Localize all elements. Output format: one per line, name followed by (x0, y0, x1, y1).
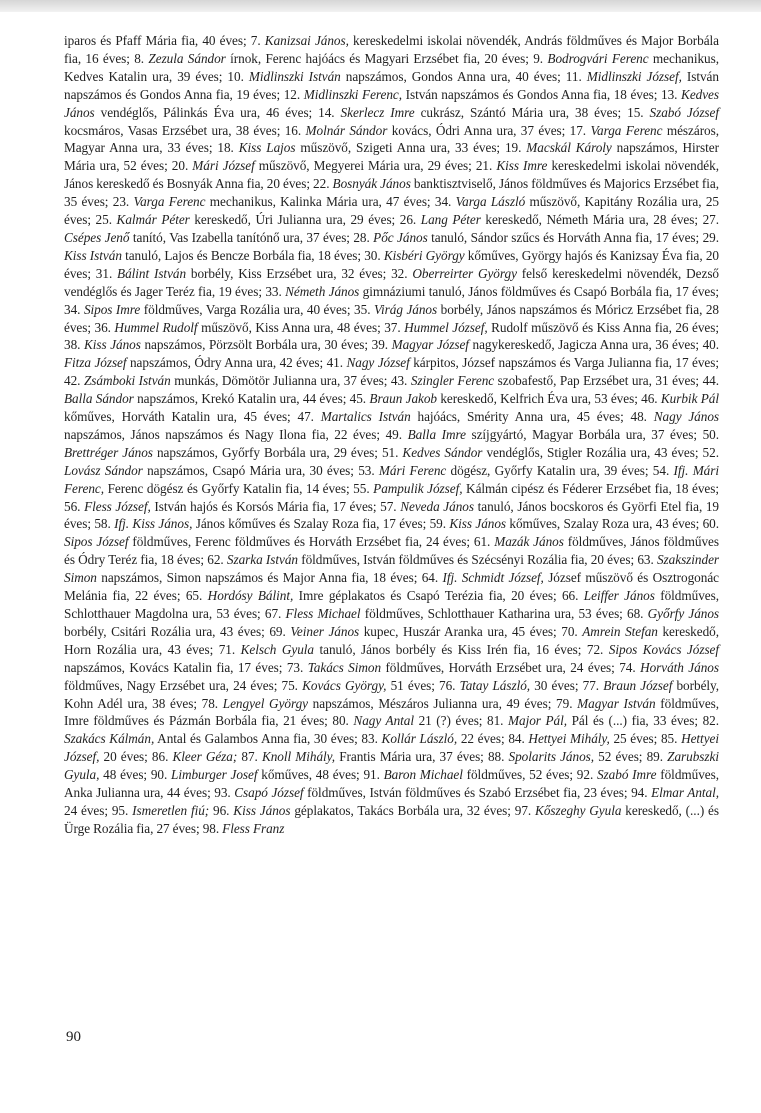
person-name: Braun Jakob (369, 391, 437, 407)
entry-text: tanuló, Lajos és Bencze Borbála fia, 18 éves; 30. (121, 247, 384, 263)
entry-text: 21 (?) éves; 81. (413, 713, 509, 729)
entry-text: napszámos, Krekó Katalin ura, 44 éves; 45. (133, 391, 370, 407)
person-name: Fless Franz (222, 820, 285, 836)
entry-text: borbély, Kohn Adél ura, 38 éves; 78. (64, 677, 720, 711)
person-name: Szakács Kálmán, (64, 731, 155, 747)
person-name: Kiss János (84, 337, 141, 353)
entry-text: napszámos, Gondos Anna ura, 40 éves; 11. (340, 68, 587, 84)
entry-text: mechanikus, Kalinka Mária ura, 47 éves; 34. (205, 194, 456, 210)
person-name: Balla Sándor (64, 391, 134, 407)
entry-text: József műszövő és Osztrogonác Melánia fia, 22 éves; 65. (64, 570, 719, 604)
entry-text: Pál és (...) fia, 33 éves; 82. (567, 713, 719, 729)
person-name: Kiss Imre (496, 158, 548, 174)
entry-text: géplakatos, Takács Borbála ura, 32 éves; 97. (290, 802, 536, 818)
person-name: Kisbéri György (383, 247, 465, 263)
entry-text: tanuló, Sándor szűcs és Horváth Anna fia, 17 éves; 29. (427, 229, 719, 245)
person-name: Tatay László, (459, 677, 531, 693)
entry-text: kőműves, György hajós és Kanizsay Éva fia, 20 éves; 31. (64, 247, 719, 281)
entry-text: István napszámos és Gondos Anna fia, 18 éves; 13. (402, 86, 682, 102)
entry-text: kőműves, Szalay Roza ura, 43 éves; 60. (506, 516, 720, 532)
person-name: Kollár László, (381, 731, 458, 747)
entry-text: dögész, Győrfy Katalin ura, 39 éves; 54. (446, 462, 674, 478)
entry-text: kupec, Huszár Aranka ura, 45 éves; 70. (359, 623, 583, 639)
person-name: Takács Simon (307, 659, 382, 675)
entry-text: János kőműves és Szalay Roza fia, 17 éves; 59. (192, 516, 450, 532)
entry-text: kárpitos, József napszámos és Varga Julianna fia, 17 éves; 42. (64, 355, 719, 389)
document-page (64, 32, 719, 838)
entry-text: munkás, Dömötör Julianna ura, 37 éves; 43. (170, 373, 411, 389)
entry-text: iparos és Pfaff Mária fia, 40 éves; 7. (64, 33, 265, 48)
entry-text: vendéglős, Pálinkás Éva ura, 46 éves; 14. (94, 104, 341, 120)
entry-text: Imre géplakatos és Csapó Terézia fia, 20 éves; 66. (293, 588, 584, 604)
entry-text: nagykereskedő, Jagicza Anna ura, 36 éves; 40. (468, 337, 719, 353)
page-number: 90 (66, 1029, 81, 1045)
person-name: Bodrogvári Ferenc (547, 50, 649, 66)
person-name: Nagy János (653, 409, 720, 425)
entry-text: földműves, Nagy Erzsébet ura, 24 éves; 75. (64, 677, 303, 693)
person-name: Kalmár Péter (116, 212, 190, 228)
scan-top-edge (0, 0, 761, 12)
person-name: Lengyel György (222, 695, 308, 711)
person-name: Lang Péter (420, 212, 481, 228)
entry-text: kocsmáros, Vasas Erzsébet ura, 38 éves; 16. (64, 122, 306, 138)
person-name: Ifj. Mári Ferenc, (64, 462, 719, 496)
person-name: Elmar Antal, (651, 785, 720, 801)
person-name: Zsámboki István (83, 373, 171, 389)
entry-text: 22 éves; 84. (457, 731, 529, 747)
person-name: Midlinszki István (248, 68, 341, 84)
person-name: Kurbik Pál (660, 391, 719, 407)
person-name: Fitza József (64, 355, 127, 371)
person-name: Sipos József (64, 534, 129, 550)
entry-text: Frantis Mária ura, 37 éves; 88. (335, 749, 509, 765)
person-name: Győrfy János (647, 606, 720, 621)
person-name: Balla Imre (407, 426, 466, 442)
person-name: Virág János (373, 301, 438, 317)
entry-text: szíjgyártó, Magyar Borbála ura, 37 éves; 50. (465, 426, 719, 442)
person-name: Nagy Antal (353, 713, 414, 729)
entry-text: földműves, Ferenc földműves és Horváth Erzsébet fia, 24 éves; 61. (128, 534, 495, 550)
entry-text: Ferenc dögész és Győrfy Katalin fia, 14 éves; 55. (104, 480, 374, 496)
entry-text: szobafestő, Pap Erzsébet ura, 31 éves; 44. (494, 373, 719, 389)
person-name: Hummel Rudolf (114, 319, 198, 335)
entry-text: földműves, Horváth Erzsébet ura, 24 éves; 74. (381, 659, 641, 675)
entry-text: 24 éves; 95. (64, 802, 133, 818)
entry-text: tanuló, János bocskoros és Györfi Etel fia, 19 éves; 58. (64, 498, 720, 532)
entry-text: kereskedő, Kelfrich Éva ura, 53 éves; 46. (437, 391, 661, 407)
entry-text: gimnáziumi tanuló, János földműves és Csapó Borbála fia, 17 éves; 34. (64, 283, 719, 317)
entry-text: napszámos, Mészáros Julianna ura, 49 éves; 79. (308, 695, 578, 711)
entry-text: napszámos, Kovács Katalin fia, 17 éves; 73. (64, 659, 308, 675)
person-name: Varga Ferenc (133, 194, 206, 210)
person-name: Oberreirter György (412, 265, 517, 281)
entry-text: István hajós és Korsós Mária fia, 17 éves; 57. (150, 498, 401, 514)
person-name: Csépes Jenő (64, 229, 130, 245)
entry-text: földműves, Anka Julianna ura, 44 éves; 93. (64, 767, 719, 801)
person-name: Kedves János (64, 86, 719, 120)
person-name: Fless József, (84, 498, 151, 514)
person-name: Baron Michael (383, 767, 463, 783)
person-name: Sipos Kovács József (608, 641, 720, 657)
entry-text: mészáros, Magyar Anna ura, 33 éves; 18. (64, 122, 719, 156)
entry-text: földműves, Varga Rozália ura, 40 éves; 35. (140, 301, 374, 317)
entry-text: kereskedő, Németh Mária ura, 28 éves; 27. (480, 212, 719, 228)
entry-text: napszámos, Győrfy Borbála ura, 29 éves; 51. (152, 444, 403, 460)
person-name: Horváth János (640, 659, 719, 675)
person-name: Midlinszki József, (586, 68, 682, 84)
person-name: Sipos Imre (83, 301, 141, 317)
person-name: Szabó Imre (596, 767, 657, 783)
person-name: Szabó József (649, 104, 719, 120)
person-name: Hettyei József, (64, 731, 719, 765)
entry-text: 20 éves; 86. (99, 749, 173, 765)
person-name: Magyar József (391, 337, 469, 353)
entry-text: 25 éves; 85. (609, 731, 682, 747)
person-name: Midlinszki Ferenc, (303, 86, 403, 102)
person-name: Veiner János (290, 623, 360, 639)
entry-text: borbély, Csitári Rozália ura, 43 éves; 69. (64, 623, 291, 639)
person-name: Amrein Stefan (582, 623, 658, 639)
person-name: Kiss János (233, 802, 291, 818)
entry-text: napszámos, Simon napszámos és Major Anna fia, 18 éves; 64. (96, 570, 443, 586)
person-name: Kőszeghy Gyula (535, 802, 622, 818)
person-name: Magyar István (577, 695, 656, 711)
person-name: Hordósy Bálint, (207, 588, 294, 604)
entry-text: 52 éves; 89. (594, 749, 668, 765)
entry-text: hajóács, Smérity Anna ura, 45 éves; 48. (410, 409, 654, 425)
person-name: Varga Ferenc (590, 122, 663, 138)
entry-text: 30 éves; 77. (530, 677, 604, 693)
entry-text: 51 éves; 76. (386, 677, 460, 693)
person-name: Csapó József (234, 785, 304, 801)
entry-text: földműves, István földműves és Szécsényi Rozália fia, 20 éves; 63. (297, 552, 657, 568)
entry-text: kőműves, 48 éves; 91. (257, 767, 384, 783)
entry-text: tanító, Vas Izabella tanítónő ura, 37 éves; 28. (129, 229, 374, 245)
entry-text: műszövő, Kapitány Rozália ura, 25 éves; 25. (64, 194, 719, 228)
person-name: Kelsch Gyula (240, 641, 315, 657)
entry-text: vendéglős, Stigler Rozália ura, 43 éves; 52. (482, 444, 719, 460)
person-name: Hummel József, (404, 319, 488, 335)
person-name: Kiss János (449, 516, 507, 532)
person-name: Fless Michael (285, 606, 361, 621)
entry-text: műszövő, Megyerei Mária ura, 29 éves; 21. (254, 158, 497, 174)
entry-text: műszövő, Szigeti Anna ura, 33 éves; 19. (295, 140, 527, 156)
person-name: Martalics István (320, 409, 411, 425)
person-name: Kleer Géza; (172, 749, 238, 765)
entry-text: kovács, Ódri Anna ura, 37 éves; 17. (387, 122, 591, 138)
entry-text: felső kereskedelmi növendék, Dezső vendéglős és Jager Teréz fia, 19 éves; 33. (64, 265, 719, 299)
entry-text: borbély, Kiss Erzsébet ura, 32 éves; 32. (186, 265, 413, 281)
entry-text: István napszámos és Gondos Anna fia, 19 éves; 12. (64, 68, 719, 102)
person-name: Skerlecz Imre (340, 104, 415, 120)
entry-text: borbély, János napszámos és Móricz Erzsébet fia, 28 éves; 36. (64, 301, 719, 335)
person-name: Hettyei Mihály, (528, 731, 610, 747)
entry-text: kereskedelmi iskolai növendék, János kereskedő és Bosnyák Anna fia, 20 éves; 22. (64, 158, 719, 192)
person-name: Ismeretlen fiú; (132, 802, 210, 818)
person-name: Szakszinder Simon (64, 552, 720, 586)
person-name: Neveda János (400, 498, 474, 514)
person-name: Kovács György, (302, 677, 387, 693)
entry-text: Antal és Galambos Anna fia, 30 éves; 83. (154, 731, 382, 747)
victim-list-paragraph (64, 32, 719, 838)
person-name: Macskál Károly (526, 140, 612, 156)
person-name: Bosnyák János (332, 176, 411, 192)
person-name: Lovász Sándor (64, 462, 143, 478)
person-name: Ifj. Kiss János, (114, 516, 193, 532)
entry-text: írnok, Ferenc hajóács és Magyari Erzsébet fia, 20 éves; 9. (225, 50, 548, 66)
entry-text: Rudolf műszövő és Kiss Anna fia, 26 éves; 38. (64, 319, 719, 353)
entry-text: földműves, Imre földműves és Pázmán Borbála fia, 21 éves; 80. (64, 695, 720, 729)
entry-text: kereskedő, Horn Rozália ura, 43 éves; 71. (64, 623, 720, 657)
entry-text: napszámos, Hirster Mária ura, 52 éves; 20. (64, 140, 719, 174)
person-name: Kanizsai János, (264, 33, 349, 48)
person-name: Major Pál, (508, 713, 568, 729)
entry-text: napszámos, Ódry Anna ura, 42 éves; 41. (126, 355, 347, 371)
person-name: Zarubszki Gyula, (64, 749, 719, 783)
person-name: Kiss István (64, 247, 122, 263)
person-name: Braun József (603, 677, 673, 693)
entry-text: földműves, 52 éves; 92. (462, 767, 597, 783)
entry-text: 96. (209, 802, 234, 818)
entry-text: földműves, István földműves és Szabó Erzsébet fia, 23 éves; 94. (303, 785, 652, 801)
entry-text: napszámos, János napszámos és Nagy Ilona fia, 22 éves; 49. (64, 426, 408, 442)
person-name: Bálint István (117, 265, 187, 281)
person-name: Mári Ferenc (378, 462, 447, 478)
entry-text: tanuló, János borbély és Kiss Irén fia, 16 éves; 72. (314, 641, 609, 657)
person-name: Brettréger János (64, 444, 153, 460)
person-name: Kedves Sándor (402, 444, 483, 460)
person-name: Limburger Josef (171, 767, 258, 783)
entry-text: banktisztviselő, János földműves és Majorics Erzsébet fia, 35 éves; 23. (64, 176, 719, 210)
person-name: Knoll Mihály, (261, 749, 336, 765)
person-name: Mári József (192, 158, 255, 174)
entry-text: kereskedelmi iskolai növendék, András földműves és Major Borbála fia, 16 éves; 8. (64, 33, 720, 66)
entry-text: Kálmán cipész és Féderer Erzsébet fia, 18 éves; 56. (64, 480, 719, 514)
person-name: Kiss Lajos (238, 140, 296, 156)
entry-text: mechanikus, Kedves Katalin ura, 39 éves; 10. (64, 50, 719, 84)
person-name: Molnár Sándor (305, 122, 388, 138)
person-name: Leiffer János (583, 588, 655, 604)
entry-text: földműves, Schlotthauer Magdolna ura, 53 éves; 67. (64, 588, 719, 621)
person-name: Mazák János (494, 534, 564, 550)
person-name: Szarka István (226, 552, 298, 568)
entry-text: földműves, Schlotthauer Katharina ura, 53 éves; 68. (360, 606, 648, 621)
entry-text: műszövő, Kiss Anna ura, 48 éves; 37. (197, 319, 405, 335)
entry-text: kőműves, Horváth Katalin ura, 45 éves; 47. (64, 409, 321, 425)
person-name: Zezula Sándor (148, 50, 226, 66)
entry-text: napszámos, Csapó Mária ura, 30 éves; 53. (142, 462, 379, 478)
person-name: Varga László (455, 194, 526, 210)
person-name: Szingler Ferenc (410, 373, 495, 389)
entry-text: 48 éves; 90. (99, 767, 172, 783)
entry-text: földműves, János földműves és Ódry Teréz fia, 18 éves; 62. (64, 534, 719, 568)
entry-text: kereskedő, (...) és Ürge Rozália fia, 27 éves; 98. (64, 802, 719, 836)
entry-text: 87. (237, 749, 262, 765)
person-name: Németh János (285, 283, 360, 299)
entry-text: napszámos, Pörzsölt Borbála ura, 30 éves; 39. (140, 337, 392, 353)
person-name: Nagy József (346, 355, 410, 371)
entry-text: cukrász, Szántó Mária ura, 38 éves; 15. (414, 104, 650, 120)
person-name: Pampulik József, (373, 480, 463, 496)
person-name: Ifj. Schmidt József, (442, 570, 544, 586)
entry-text: kereskedő, Úri Julianna ura, 29 éves; 26. (189, 212, 421, 228)
person-name: Spolarits János, (508, 749, 595, 765)
person-name: Pőc János (373, 229, 428, 245)
